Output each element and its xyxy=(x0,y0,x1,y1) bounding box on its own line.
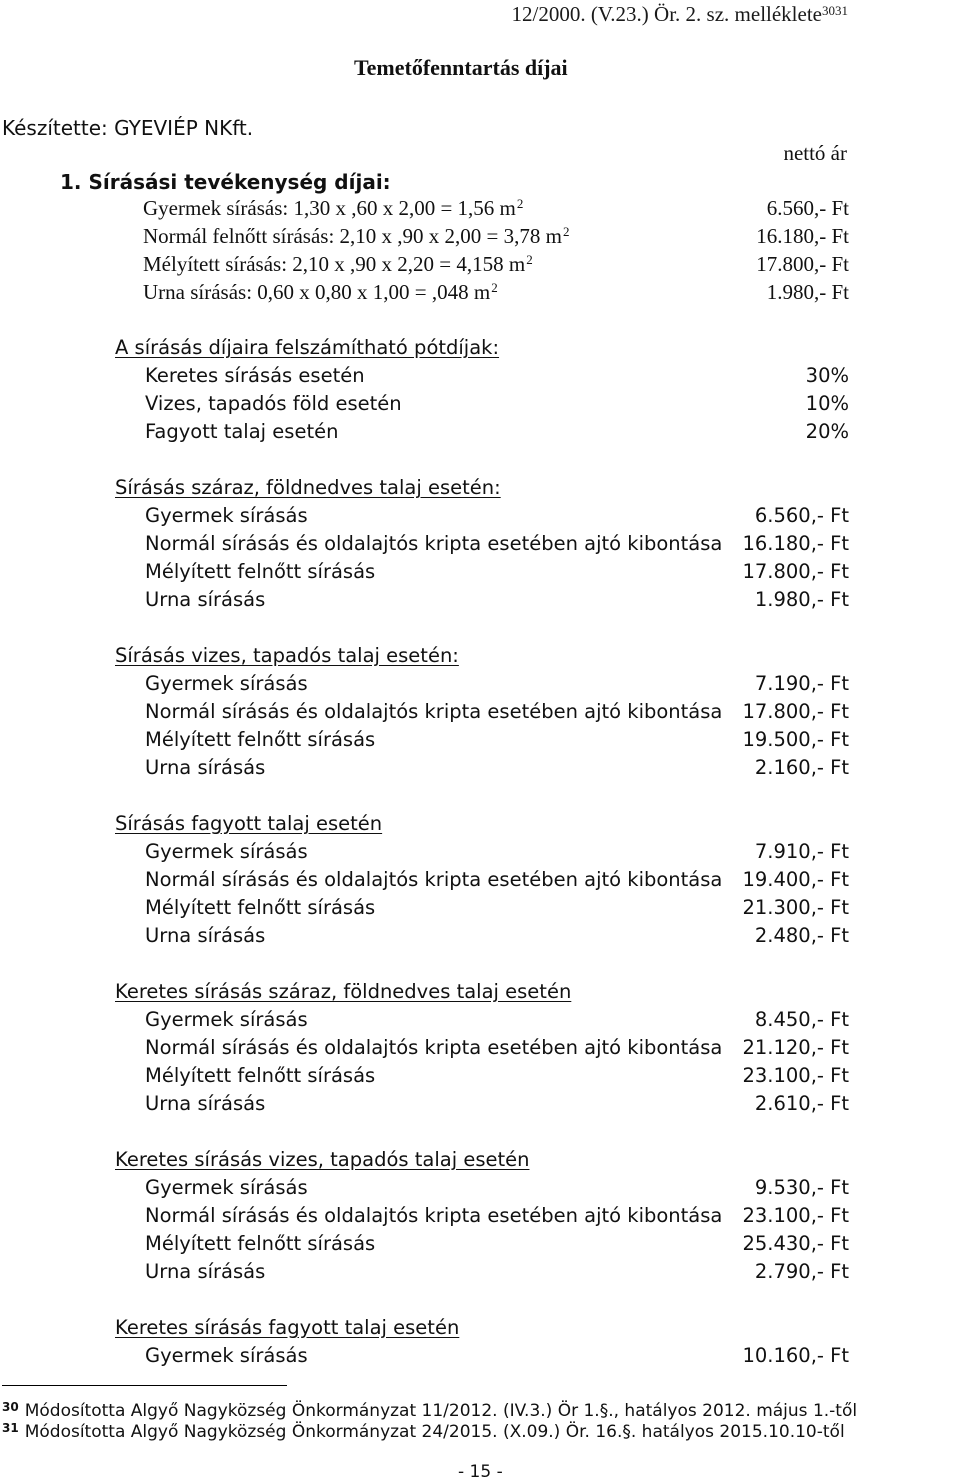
footnote: $^{30}$ Módosította Algyő Nagyközség Önkormányzat 11/2012. (IV.3.) Ör 1.§., hatályos 2012. május 1.-től xyxy=(2,1400,858,1421)
row-price: 6.560,- Ft xyxy=(754,504,849,527)
row-price: 9.530,- Ft xyxy=(754,1176,849,1199)
price-row xyxy=(145,504,849,532)
group-heading: Sírásás vizes, tapadós talaj esetén: xyxy=(115,644,459,667)
row-value: 30% xyxy=(805,364,849,387)
row-price: 2.790,- Ft xyxy=(754,1260,849,1283)
row-price: 6.560,- Ft xyxy=(766,196,849,220)
row-label: Keretes sírásás esetén xyxy=(145,364,365,387)
row-price: 19.400,- Ft xyxy=(742,868,849,891)
row-value: 20% xyxy=(805,420,849,443)
price-row xyxy=(145,1344,849,1372)
price-row xyxy=(145,756,849,784)
surcharge-heading: A sírásás díjaira felszámítható pótdíjak: xyxy=(115,336,500,359)
row-price: 2.610,- Ft xyxy=(754,1092,849,1115)
surcharge-row xyxy=(145,364,849,392)
price-row xyxy=(145,532,849,560)
price-row xyxy=(143,196,849,224)
row-price: 19.500,- Ft xyxy=(742,728,849,751)
footnote-divider xyxy=(2,1385,287,1386)
row-price: 1.980,- Ft xyxy=(754,588,849,611)
row-price: 10.160,- Ft xyxy=(742,1344,849,1367)
row-label: Normál sírásás és oldalajtós kripta esetében ajtó kibontása xyxy=(145,1036,723,1059)
price-row xyxy=(145,1176,849,1204)
page-title: Temetőfenntartás díjai xyxy=(354,55,568,80)
row-label: Normál sírásás és oldalajtós kripta esetében ajtó kibontása xyxy=(145,532,723,555)
price-row xyxy=(145,560,849,588)
group-heading: Keretes sírásás vizes, tapadós talaj esetén xyxy=(115,1148,530,1171)
row-label: Urna sírásás xyxy=(145,1092,266,1115)
price-row xyxy=(145,840,849,868)
row-label: Gyermek sírásás xyxy=(145,504,308,527)
row-label: Mélyített felnőtt sírásás xyxy=(145,1064,376,1087)
row-price: 8.450,- Ft xyxy=(754,1008,849,1031)
price-row xyxy=(145,1092,849,1120)
price-row xyxy=(145,1036,849,1064)
row-price: 2.160,- Ft xyxy=(754,756,849,779)
row-price: 1.980,- Ft xyxy=(766,280,849,304)
row-label: Fagyott talaj esetén xyxy=(145,420,339,443)
row-label: Urna sírásás xyxy=(145,588,266,611)
row-label: Gyermek sírásás xyxy=(145,672,308,695)
row-label: Urna sírásás xyxy=(145,924,266,947)
price-row xyxy=(143,280,849,308)
footnote: $^{31}$ Módosította Algyő Nagyközség Önkormányzat 24/2015. (X.09.) Ör. 16.§. hatályos 2015.10.10-től xyxy=(2,1421,845,1442)
price-row xyxy=(145,1260,849,1288)
price-row xyxy=(145,728,849,756)
price-row xyxy=(145,1232,849,1260)
row-label: Normál felnőtt sírásás: 2,10 x ,90 x 2,00 = 3,78 $m^2$ xyxy=(143,224,570,248)
net-price-header: nettó ár xyxy=(783,141,847,165)
price-row xyxy=(145,588,849,616)
row-value: 10% xyxy=(805,392,849,415)
price-row xyxy=(145,1008,849,1036)
document-reference: 12/2000. (V.23.) Ör. 2. sz. melléklete$^{3031}$ xyxy=(511,2,848,26)
row-label: Mélyített felnőtt sírásás xyxy=(145,896,376,919)
row-label: Vizes, tapadós föld esetén xyxy=(145,392,402,415)
row-price: 21.300,- Ft xyxy=(742,896,849,919)
row-label: Urna sírásás: 0,60 x 0,80 x 1,00 = ,048 $m^2$ xyxy=(143,280,498,304)
price-row xyxy=(145,924,849,952)
row-label: Gyermek sírásás: 1,30 x ,60 x 2,00 = 1,56 $m^2$ xyxy=(143,196,524,220)
row-label: Normál sírásás és oldalajtós kripta esetében ajtó kibontása xyxy=(145,1204,723,1227)
row-label: Normál sírásás és oldalajtós kripta esetében ajtó kibontása xyxy=(145,700,723,723)
row-label: Gyermek sírásás xyxy=(145,1008,308,1031)
price-row xyxy=(145,1204,849,1232)
surcharge-row xyxy=(145,420,849,448)
row-label: Mélyített felnőtt sírásás xyxy=(145,728,376,751)
row-price: 16.180,- Ft xyxy=(742,532,849,555)
group-heading: Keretes sírásás fagyott talaj esetén xyxy=(115,1316,460,1339)
surcharge-row xyxy=(145,392,849,420)
row-label: Gyermek sírásás xyxy=(145,1176,308,1199)
row-label: Mélyített felnőtt sírásás xyxy=(145,1232,376,1255)
row-price: 17.800,- Ft xyxy=(742,560,849,583)
row-price: 2.480,- Ft xyxy=(754,924,849,947)
row-price: 25.430,- Ft xyxy=(742,1232,849,1255)
row-label: Gyermek sírásás xyxy=(145,840,308,863)
group-heading: Keretes sírásás száraz, földnedves talaj esetén xyxy=(115,980,572,1003)
row-label: Mélyített sírásás: 2,10 x ,90 x 2,20 = 4,158 $m^2$ xyxy=(143,252,533,276)
row-label: Urna sírásás xyxy=(145,756,266,779)
row-label: Urna sírásás xyxy=(145,1260,266,1283)
row-price: 16.180,- Ft xyxy=(756,224,849,248)
row-price: 23.100,- Ft xyxy=(742,1064,849,1087)
price-row xyxy=(143,224,849,252)
author-line: Készítette: GYEVIÉP NKft. xyxy=(2,116,254,140)
price-row xyxy=(145,700,849,728)
page-number: - 15 - xyxy=(458,1462,503,1482)
row-price: 7.910,- Ft xyxy=(754,840,849,863)
row-price: 21.120,- Ft xyxy=(742,1036,849,1059)
row-label: Gyermek sírásás xyxy=(145,1344,308,1367)
price-row xyxy=(145,896,849,924)
price-row xyxy=(143,252,849,280)
group-heading: Sírásás száraz, földnedves talaj esetén: xyxy=(115,476,501,499)
price-row xyxy=(145,868,849,896)
row-label: Mélyített felnőtt sírásás xyxy=(145,560,376,583)
row-price: 7.190,- Ft xyxy=(754,672,849,695)
row-price: 17.800,- Ft xyxy=(756,252,849,276)
price-row xyxy=(145,672,849,700)
row-price: 23.100,- Ft xyxy=(742,1204,849,1227)
group-heading: Sírásás fagyott talaj esetén xyxy=(115,812,383,835)
price-row xyxy=(145,1064,849,1092)
section-title: 1. Sírásási tevékenység díjai: xyxy=(60,170,391,194)
row-price: 17.800,- Ft xyxy=(742,700,849,723)
row-label: Normál sírásás és oldalajtós kripta esetében ajtó kibontása xyxy=(145,868,723,891)
